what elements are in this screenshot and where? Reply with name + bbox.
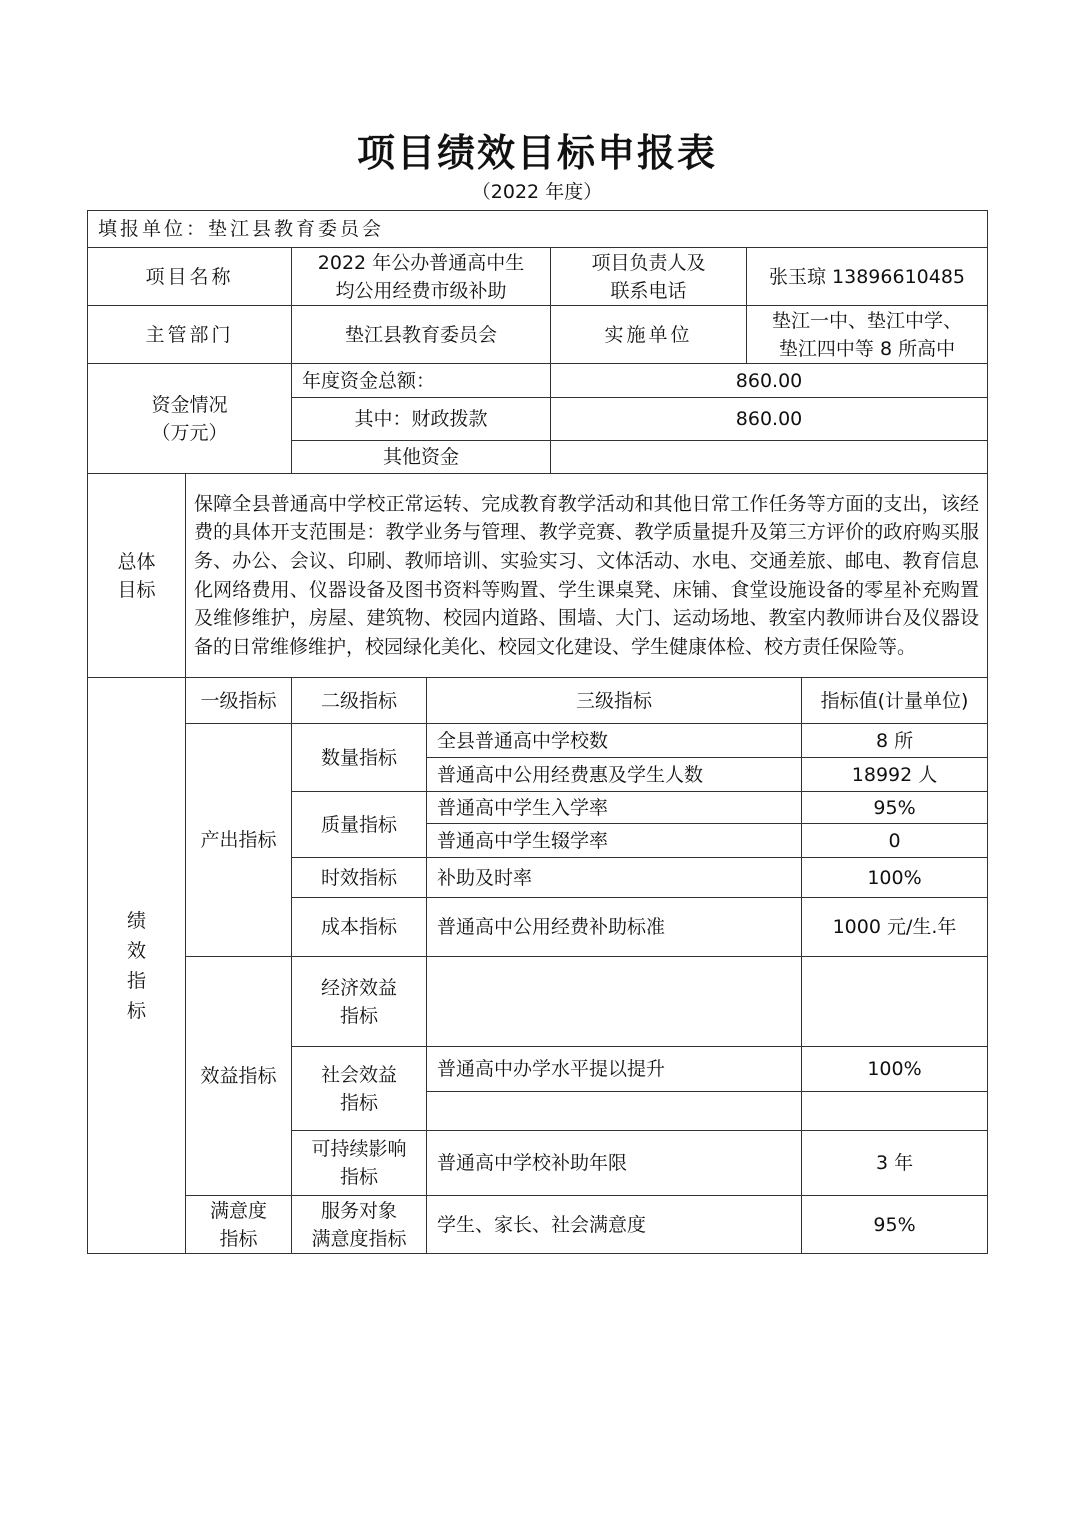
quality-label: 质量指标 <box>292 792 427 858</box>
social-label-line1: 社会效益 <box>320 1063 397 1086</box>
perf-label-char: 绩 <box>126 909 146 932</box>
indicator-value: 3 年 <box>802 1131 988 1196</box>
funds-other-label: 其他资金 <box>292 441 551 474</box>
indicator-value: 18992 人 <box>802 758 988 792</box>
indicator-name: 普通高中办学水平提以提升 <box>427 1047 802 1092</box>
economic-label <box>292 957 427 1047</box>
indicator-value: 100% <box>802 1047 988 1092</box>
goal-label <box>88 474 186 678</box>
project-row <box>88 248 988 306</box>
perf-label-char: 指 <box>126 969 146 992</box>
page-title: 项目绩效目标申报表 <box>356 130 717 175</box>
header-level2: 二级指标 <box>292 678 427 724</box>
goal-text: 保障全县普通高中学校正常运转、完成教育教学活动和其他日常工作任务等方面的支出，该经费的具体开支范围是：教学业务与管理、教学竞赛、教学质量提升及第三方评价的政府购买服务、办公、会议、印刷、教师培训、实验实习、文体活动、水电、交通差旅、邮电、教育信息化网络费用、仪器设备及图书资料等购置、学生课桌凳、床铺、食堂设施设备的零星补充购置及维修维护，房屋、建筑物、校园内道路、围墙、大门、运动场地、教室内教师讲台及仪器设备的日常维修维护，校园绿化美化、校园文化建设、学生健康体检、校方责任保险等。 <box>186 474 988 678</box>
funds-label-line2: （万元） <box>151 421 228 444</box>
header-level1: 一级指标 <box>186 678 292 724</box>
project-name-label: 项目名称 <box>88 248 292 306</box>
perf-label-char: 标 <box>126 999 146 1022</box>
satisfaction-label <box>186 1196 292 1254</box>
output-label: 产出指标 <box>186 724 292 957</box>
indicator-value <box>802 957 988 1047</box>
perf-label-char: 效 <box>126 939 146 962</box>
leader-label-line1: 项目负责人及 <box>591 251 706 274</box>
timeliness-label: 时效指标 <box>292 858 427 898</box>
table-row <box>88 724 988 758</box>
sustain-label-line1: 可持续影响 <box>311 1138 407 1160</box>
funds-label <box>88 364 292 474</box>
leader-value: 张玉琼 13896610485 <box>747 248 988 306</box>
funds-other-value <box>551 441 988 474</box>
social-label <box>292 1047 427 1131</box>
filing-unit: 填报单位：垫江县教育委员会 <box>88 211 988 248</box>
indicator-value: 8 所 <box>802 724 988 758</box>
impl-value-line2: 垫江四中等 8 所高中 <box>778 337 956 360</box>
satisfaction-label-line2: 指标 <box>219 1227 258 1250</box>
funds-label-line1: 资金情况 <box>151 393 228 416</box>
table-row <box>88 1196 988 1254</box>
header-level3: 三级指标 <box>427 678 802 724</box>
indicator-value: 1000 元/生.年 <box>802 898 988 957</box>
funds-total-value: 860.00 <box>551 364 988 398</box>
economic-label-line2: 指标 <box>339 1004 378 1027</box>
table-row <box>88 957 988 1047</box>
page-subtitle: （2022 年度） <box>471 181 603 203</box>
indicator-name: 学生、家长、社会满意度 <box>427 1196 802 1254</box>
impl-value-line1: 垫江一中、垫江中学、 <box>772 309 963 332</box>
impl-value <box>747 306 988 364</box>
goal-label-line2: 目标 <box>117 578 156 601</box>
economic-label-line1: 经济效益 <box>320 976 397 999</box>
indicator-value: 0 <box>802 824 988 858</box>
cost-label: 成本指标 <box>292 898 427 957</box>
satisfaction-label-line1: 满意度 <box>209 1199 267 1222</box>
sustain-label <box>292 1131 427 1196</box>
satisfaction-sub-label <box>292 1196 427 1254</box>
indicator-name: 普通高中学校补助年限 <box>427 1131 802 1196</box>
impl-label: 实施单位 <box>551 306 747 364</box>
indicator-name: 普通高中公用经费补助标准 <box>427 898 802 957</box>
benefit-label: 效益指标 <box>186 957 292 1196</box>
dept-value: 垫江县教育委员会 <box>292 306 551 364</box>
indicator-value: 95% <box>802 792 988 824</box>
indicator-name <box>427 957 802 1047</box>
indicator-value: 95% <box>802 1196 988 1254</box>
satisfaction-sub-label-line1: 服务对象 <box>320 1199 397 1222</box>
project-name-line1: 2022 年公办普通高中生 <box>317 251 525 274</box>
leader-label-line2: 联系电话 <box>610 279 687 302</box>
sustain-label-line2: 指标 <box>339 1166 378 1188</box>
leader-label <box>551 248 747 306</box>
header-value: 指标值(计量单位) <box>802 678 988 724</box>
perf-header-row <box>88 678 988 724</box>
performance-table <box>87 210 988 1254</box>
indicator-name: 补助及时率 <box>427 858 802 898</box>
funds-fiscal-value: 860.00 <box>551 398 988 441</box>
funds-total-row <box>88 364 988 398</box>
goal-row <box>88 474 988 678</box>
indicator-name: 普通高中公用经费惠及学生人数 <box>427 758 802 792</box>
indicator-name: 普通高中学生辍学率 <box>427 824 802 858</box>
project-name-value <box>292 248 551 306</box>
funds-fiscal-label: 其中：财政拨款 <box>292 398 551 441</box>
satisfaction-sub-label-line2: 满意度指标 <box>311 1227 407 1250</box>
quantity-label: 数量指标 <box>292 724 427 792</box>
indicator-value: 100% <box>802 858 988 898</box>
perf-label <box>88 678 186 1254</box>
funds-total-label: 年度资金总额： <box>292 364 551 398</box>
indicator-name: 全县普通高中学校数 <box>427 724 802 758</box>
filing-unit-row <box>88 211 988 248</box>
goal-label-line1: 总体 <box>117 550 156 573</box>
dept-row <box>88 306 988 364</box>
indicator-value <box>802 1092 988 1131</box>
social-label-line2: 指标 <box>339 1091 378 1114</box>
indicator-name: 普通高中学生入学率 <box>427 792 802 824</box>
dept-label: 主管部门 <box>88 306 292 364</box>
indicator-name <box>427 1092 802 1131</box>
project-name-line2: 均公用经费市级补助 <box>335 279 507 302</box>
